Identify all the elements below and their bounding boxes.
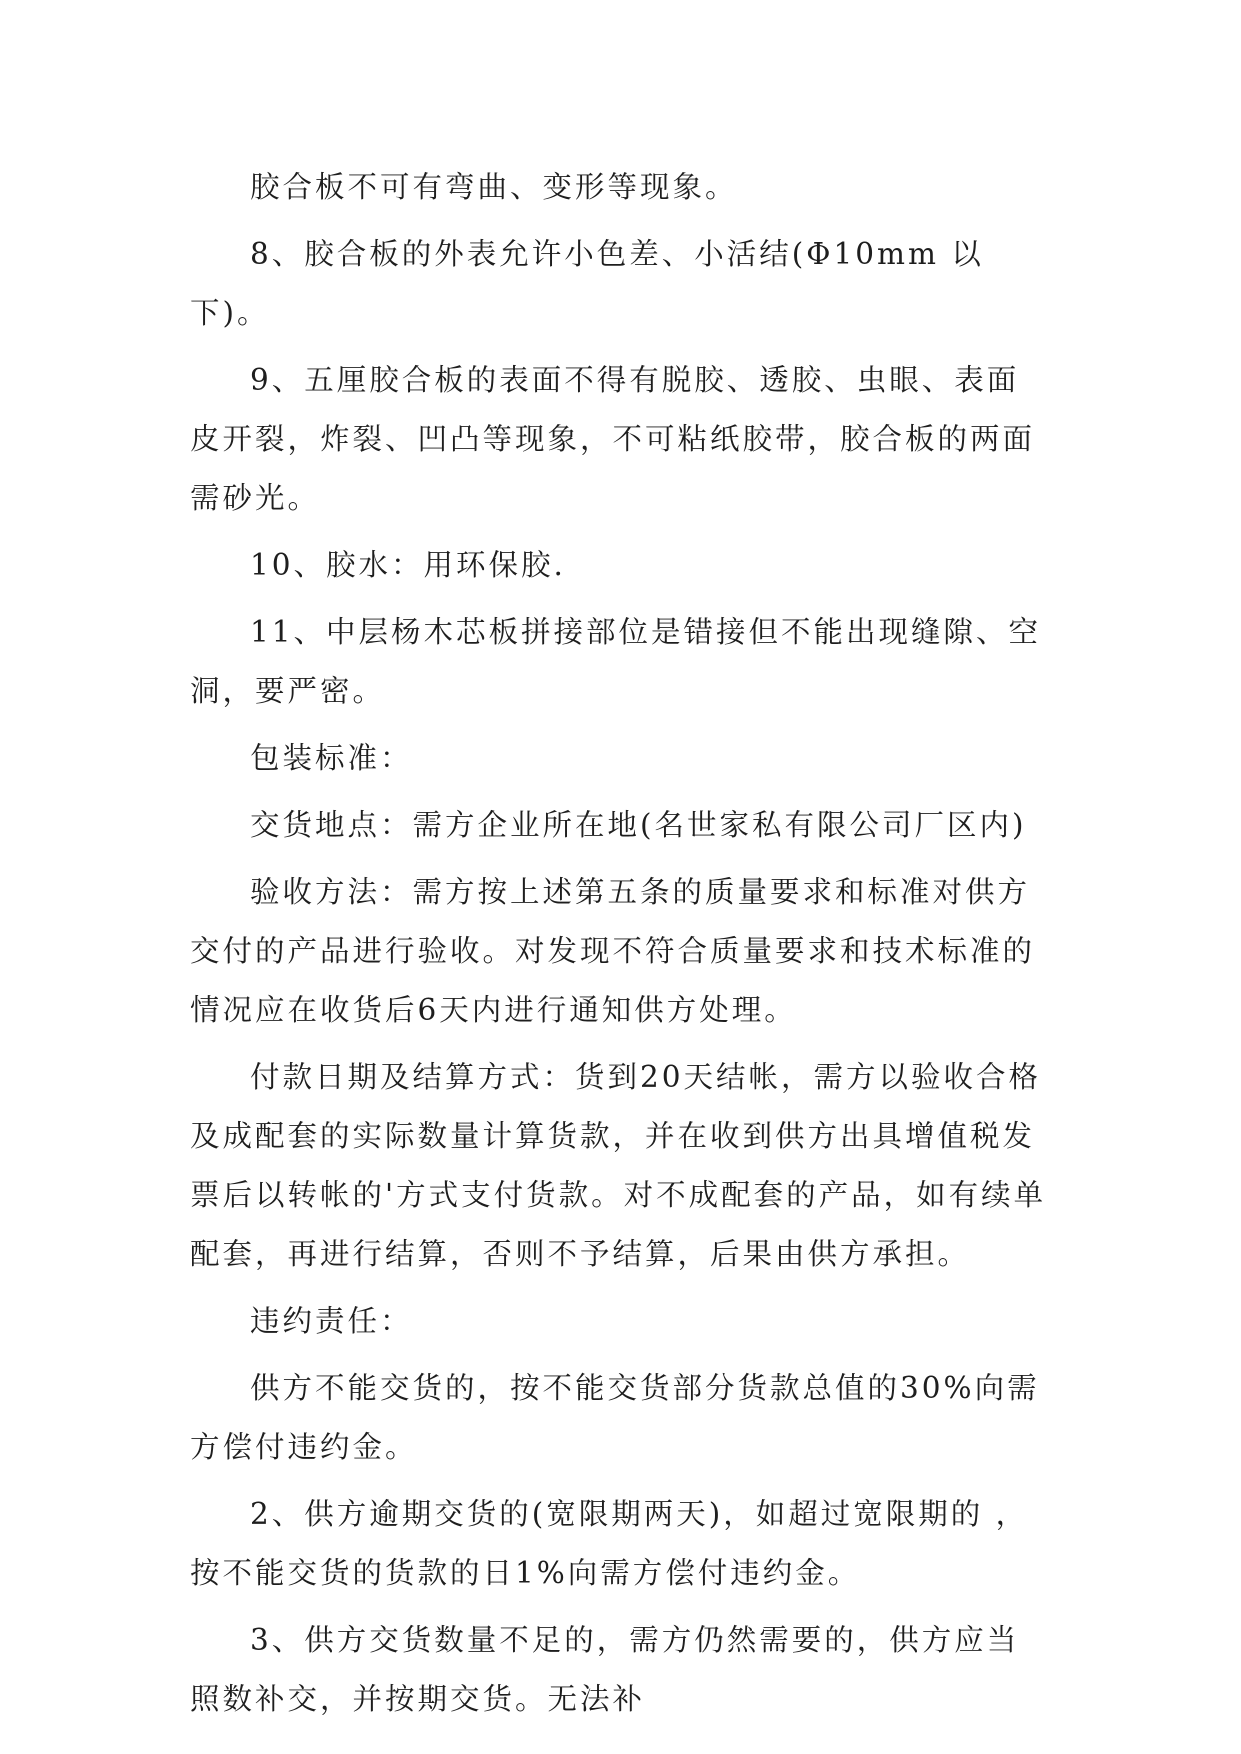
paragraph-acceptance-method: 验收方法：需方按上述第五条的质量要求和标准对供方交付的产品进行验收。对发现不符合质量要求和技术标准的情况应在收货后6天内进行通知供方处理。	[190, 875, 1036, 1027]
paragraph-breach-liability-heading: 违约责任：	[250, 1304, 413, 1338]
paragraph-packaging-standard: 包装标准：	[250, 741, 413, 775]
paragraph-item-9: 9、五厘胶合板的表面不得有脱胶、透胶、虫眼、表面皮开裂，炸裂、凹凸等现象，不可粘纸胶带，胶合板的两面需砂光。	[190, 363, 1036, 515]
paragraph-breach-item-2: 2、供方逾期交货的(宽限期两天)，如超过宽限期的 ，按不能交货的货款的日1%向需方偿付违约金。	[190, 1497, 1029, 1590]
paragraph-breach-item-1: 供方不能交货的，按不能交货部分货款总值的30%向需方偿付违约金。	[190, 1371, 1040, 1464]
paragraph-payment-terms: 付款日期及结算方式：货到20天结帐，需方以验收合格及成配套的实际数量计算货款，并在收到供方出具增值税发票后以转帐的'方式支付货款。对不成配套的产品，如有续单配套，再进行结算，否则不予结算，后果由供方承担。	[190, 1060, 1047, 1271]
document-body	[190, 158, 1050, 1737]
paragraph-breach-item-3: 3、供方交货数量不足的，需方仍然需要的，供方应当照数补交，并按期交货。无法补	[190, 1623, 1020, 1716]
paragraph-item-11: 11、中层杨木芯板拼接部位是错接但不能出现缝隙、空洞，要严密。	[190, 615, 1042, 708]
paragraph-item-8: 8、胶合板的外表允许小色差、小活结(Φ10mm 以下)。	[190, 237, 984, 330]
paragraph-item-10: 10、胶水：用环保胶.	[250, 548, 566, 582]
paragraph-delivery-location: 交货地点：需方企业所在地(名世家私有限公司厂区内)	[250, 808, 1027, 842]
paragraph-plywood-deformation: 胶合板不可有弯曲、变形等现象。	[250, 170, 738, 204]
